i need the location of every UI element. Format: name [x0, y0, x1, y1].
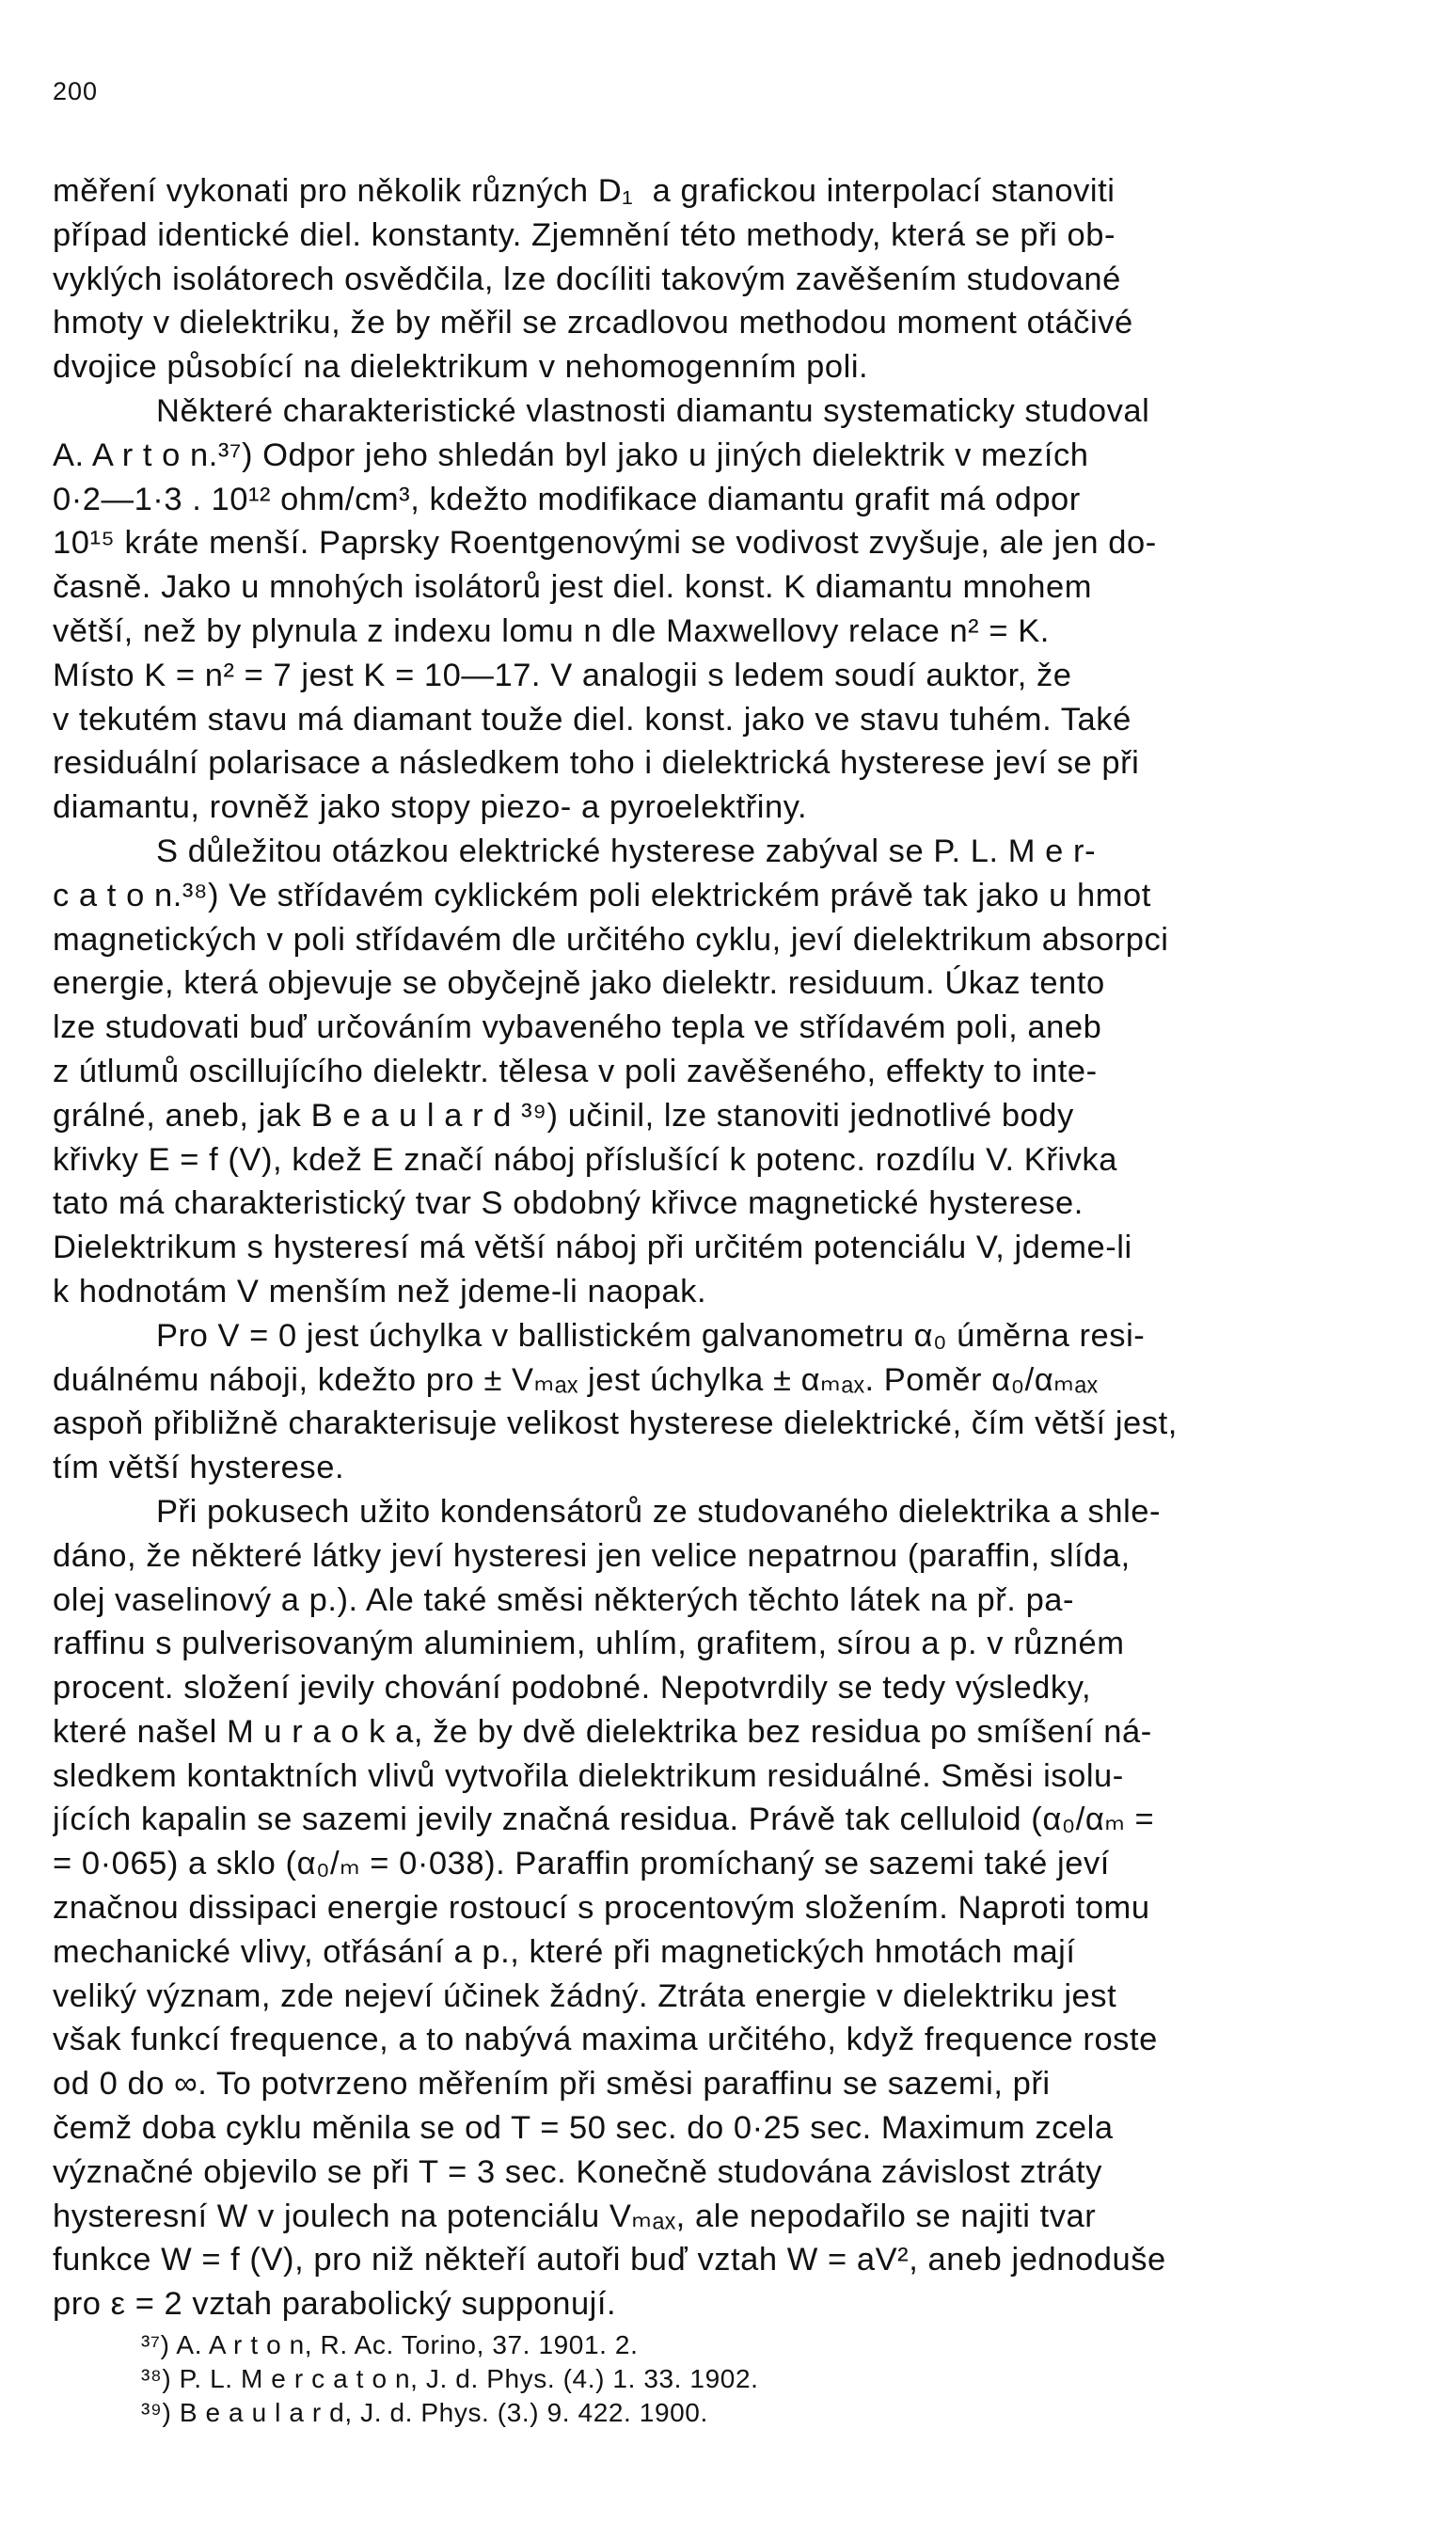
text-line: časně. Jako u mnohých isolátorů jest diel. konst. K diamantu mnohem	[53, 569, 1092, 606]
text-line: raffinu s pulverisovaným aluminiem, uhlím, grafitem, sírou a p. v různém	[53, 1626, 1125, 1662]
text-line: procent. složení jevily chování podobné. Nepotvrdily se tedy výsledky,	[53, 1670, 1092, 1707]
text-line: v tekutém stavu má diamant touže diel. konst. jako ve stavu tuhém. Také	[53, 701, 1132, 738]
text-line: Dielektrikum s hysteresí má větší náboj při určitém potenciálu V, jdeme-li	[53, 1230, 1132, 1266]
text-line: jících kapalin se sazemi jevily značná residua. Právě tak celluloid (α₀/αₘ =	[53, 1802, 1155, 1838]
text-line: k hodnotám V menším než jdeme-li naopak.	[53, 1273, 707, 1310]
text-line: tím větší hysterese.	[53, 1450, 345, 1486]
text-line: sledkem kontaktních vlivů vytvořila dielektrikum residuálné. Směsi isolu-	[53, 1757, 1124, 1794]
text-line: S důležitou otázkou elektrické hysterese zabýval se P. L. M e r-	[156, 833, 1097, 869]
page-number: 200	[53, 77, 99, 105]
text-line: dáno, že některé látky jeví hysteresi jen velice nepatrnou (paraffin, slída,	[53, 1537, 1131, 1574]
text-line: Místo K = n² = 7 jest K = 10—17. V analogii s ledem soudí auktor, že	[53, 657, 1072, 693]
text-line: c a t o n.³⁸) Ve střídavém cyklickém poli elektrickém právě tak jako u hmot	[53, 877, 1151, 913]
text-line: větší, než by plynula z indexu lomu n dle Maxwellovy relace n² = K.	[53, 612, 1050, 649]
text-line: křivky E = f (V), kdež E značí náboj příslušící k potenc. rozdílu V. Křivka	[53, 1141, 1117, 1178]
text-line: lze studovati buď určováním vybaveného tepla ve střídavém poli, aneb	[53, 1009, 1102, 1046]
text-line: které našel M u r a o k a, že by dvě dielektrika bez residua po smíšení ná-	[53, 1713, 1152, 1750]
text-line: případ identické diel. konstanty. Zjemnění této methody, která se při ob-	[53, 216, 1116, 253]
text-line: význačné objevilo se při T = 3 sec. Konečně studována závislost ztráty	[53, 2153, 1102, 2190]
text-line: diamantu, rovněž jako stopy piezo- a pyroelektřiny.	[53, 789, 808, 826]
footnote: ³⁹) B e a u l a r d, J. d. Phys. (3.) 9. 422. 1900.	[141, 2398, 708, 2427]
text-line: Při pokusech užito kondensátorů ze studovaného dielektrika a shle-	[156, 1493, 1162, 1530]
text-line: vyklých isolátorech osvědčila, lze docíliti takovým zavěšením studované	[53, 261, 1121, 297]
text-line: magnetických v poli střídavém dle určitého cyklu, jeví dielektrikum absorpci	[53, 921, 1169, 958]
body-text	[53, 169, 1452, 2326]
text-line: značnou dissipaci energie rostoucí s procentovým složením. Naproti tomu	[53, 1890, 1150, 1927]
text-line: dvojice působící na dielektrikum v nehomogenním poli.	[53, 349, 869, 386]
text-line: funkce W = f (V), pro niž někteří autoři buď vztah W = aV², aneb jednoduše	[53, 2242, 1166, 2278]
text-line: pro ε = 2 vztah parabolický supponují.	[53, 2286, 617, 2323]
text-line: Pro V = 0 jest úchylka v ballistickém galvanometru α₀ úměrna resi-	[156, 1317, 1146, 1354]
text-line: grálné, aneb, jak B e a u l a r d ³⁹) učinil, lze stanoviti jednotlivé body	[53, 1097, 1074, 1134]
text-line: veliký význam, zde nejeví účinek žádný. Ztráta energie v dielektriku jest	[53, 1977, 1117, 2014]
text-line: duálnému náboji, kdežto pro ± Vₘₐₓ jest úchylka ± αₘₐₓ. Poměr α₀/αₘₐₓ	[53, 1361, 1099, 1398]
text-line: čemž doba cyklu měnila se od T = 50 sec. do 0·25 sec. Maximum zcela	[53, 2110, 1114, 2147]
text-line: měření vykonati pro několik různých D₁ a grafickou interpolací stanoviti	[53, 173, 1116, 209]
text-line: = 0·065) a sklo (α₀/ₘ = 0·038). Paraffin promíchaný se sazemi také jeví	[53, 1846, 1110, 1882]
text-line: od 0 do ∞. To potvrzeno měřením při směsi paraffinu se sazemi, při	[53, 2066, 1051, 2103]
text-line: energie, která objevuje se obyčejně jako dielektr. residuum. Úkaz tento	[53, 965, 1105, 1002]
text-line: A. A r t o n.³⁷) Odpor jeho shledán byl jako u jiných dielektrik v mezích	[53, 437, 1089, 473]
footnote: ³⁸) P. L. M e r c a t o n, J. d. Phys. (4.) 1. 33. 1902.	[141, 2364, 759, 2393]
text-line: 10¹⁵ kráte menší. Paprsky Roentgenovými se vodivost zvyšuje, ale jen do-	[53, 525, 1157, 562]
text-line: aspoň přibližně charakterisuje velikost hysterese dielektrické, čím větší jest,	[53, 1405, 1178, 1442]
text-line: mechanické vlivy, otřásání a p., které při magnetických hmotách mají	[53, 1933, 1076, 1970]
text-line: residuální polarisace a následkem toho i dielektrická hysterese jeví se při	[53, 745, 1140, 782]
text-line: Některé charakteristické vlastnosti diamantu systematicky studoval	[156, 392, 1150, 429]
text-line: však funkcí frequence, a to nabývá maxima určitého, když frequence roste	[53, 2022, 1158, 2058]
text-line: tato má charakteristický tvar S obdobný křivce magnetické hysterese.	[53, 1185, 1084, 1222]
text-line: olej vaselinový a p.). Ale také směsi některých těchto látek na př. pa-	[53, 1581, 1075, 1618]
text-line: 0·2—1·3 . 10¹² ohm/cm³, kdežto modifikace diamantu grafit má odpor	[53, 481, 1081, 517]
footnotes	[141, 2328, 1364, 2430]
text-line: z útlumů oscillujícího dielektr. tělesa v poli zavěšeného, effekty to inte-	[53, 1053, 1098, 1089]
text-line: hysteresní W v joulech na potenciálu Vₘₐₓ, ale nepodařilo se najiti tvar	[53, 2198, 1097, 2234]
footnote: ³⁷) A. A r t o n, R. Ac. Torino, 37. 1901. 2.	[141, 2330, 639, 2359]
text-line: hmoty v dielektriku, že by měřil se zrcadlovou methodou moment otáčivé	[53, 305, 1133, 341]
